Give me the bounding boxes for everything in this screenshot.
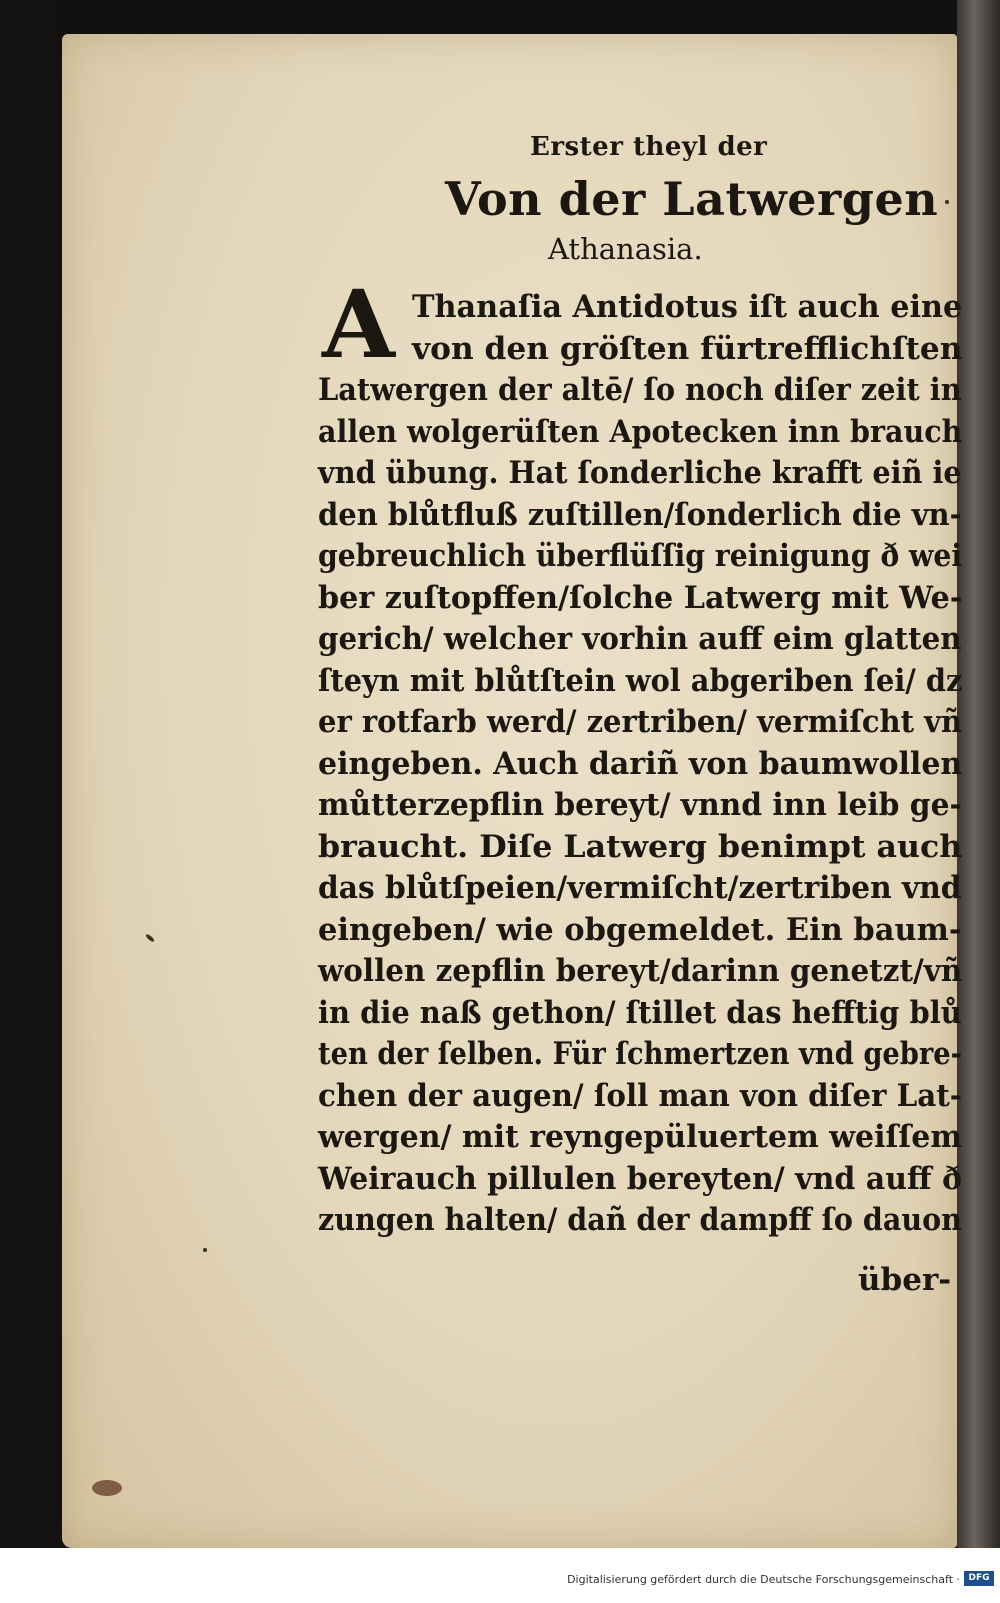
text-line: das blůtſpeien/vermiſcht/zertriben vnd — [318, 870, 962, 906]
dfg-logo: DFG — [964, 1571, 994, 1586]
text-line: wergen/ mit reyngepüluertem weiſſem — [318, 1119, 963, 1155]
text-line: zungen halten/ dañ der dampff ſo dauon — [318, 1202, 962, 1238]
text-line: ber zuſtopffen/ſolche Latwerg mit We- — [318, 579, 963, 616]
text-line: wollen zepflin bereyt/darinn genetzt/vñ — [318, 953, 963, 989]
text-line: ſteyn mit blůtſtein wol abgeriben ſei/ dz — [318, 662, 963, 699]
text-line: er rotfarb werd/ zertriben/ vermiſcht vñ — [318, 704, 963, 740]
text-line: vnd übung. Hat ſonderliche krafft eiñ ie — [318, 455, 962, 491]
scan-background-left — [0, 0, 62, 1548]
text-line: eingeben. Auch dariñ von baumwollen — [318, 745, 963, 782]
text-line: eingeben/ wie obgemeldet. Ein baum- — [318, 911, 962, 948]
text-line: allen wolgerüſten Apotecken inn brauch — [318, 413, 963, 450]
catchword: über- — [858, 1262, 952, 1298]
running-header: Erster theyl der — [530, 132, 768, 162]
text-line: Thanaſia Antidotus iſt auch eine — [412, 289, 963, 325]
ink-speck — [203, 1248, 207, 1252]
text-line: ten der ſelben. Für ſchmertzen vnd gebre- — [318, 1036, 962, 1072]
text-line: Weirauch pillulen bereyten/ vnd auff ð — [318, 1160, 963, 1197]
text-line: braucht. Diſe Latwerg benimpt auch — [318, 828, 963, 865]
text-line: Latwergen der altē/ ſo noch diſer zeit in — [318, 372, 962, 408]
chapter-title: Von der Latwergen — [445, 172, 939, 226]
text-line: můtterzepflin bereyt/ vnnd inn leib ge- — [318, 787, 962, 823]
text-line: den blůtfluß zuſtillen/ſonderlich die vn- — [318, 496, 962, 533]
text-line: in die naß gethon/ ſtillet das hefftig blů — [318, 994, 962, 1031]
chapter-subtitle: Athanasia. — [548, 232, 703, 266]
drop-cap-initial: A — [322, 270, 395, 380]
paper-stain — [92, 1480, 122, 1496]
footer-credit: Digitalisierung gefördert durch die Deutsche Forschungsgemeinschaft · — [567, 1573, 960, 1586]
book-binding-edge — [957, 0, 1000, 1548]
text-line: chen der augen/ ſoll man von diſer Lat- — [318, 1077, 962, 1114]
ink-speck — [945, 200, 949, 204]
text-line: gebreuchlich überflüſſig reinigung ð wei — [318, 538, 963, 574]
text-line: gerich/ welcher vorhin auff eim glatten — [318, 621, 962, 657]
text-line: von den gröſten fürtrefflichſten — [412, 330, 963, 367]
